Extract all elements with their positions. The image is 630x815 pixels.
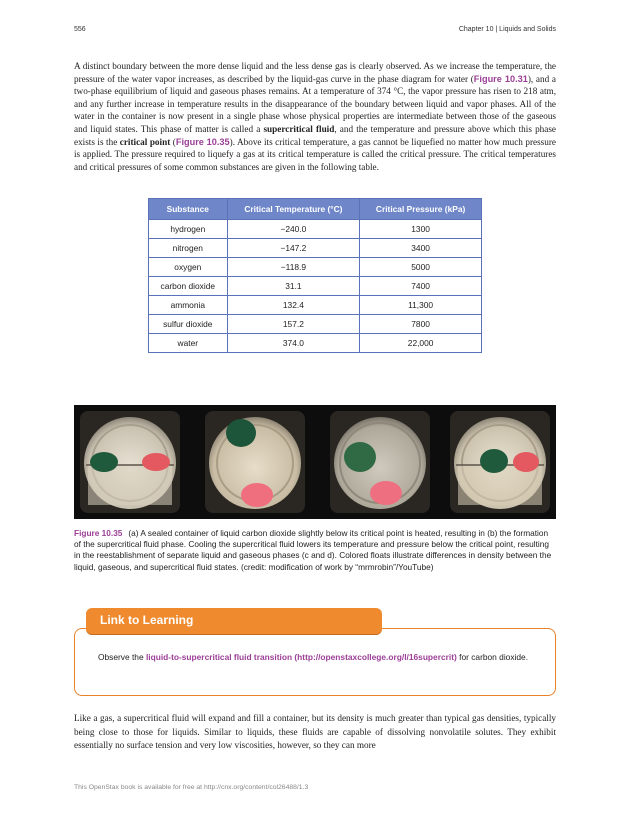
- supercritical-co2-photo-strip: [74, 405, 556, 519]
- para-text: (: [170, 136, 176, 147]
- critical-values-table: [148, 198, 482, 353]
- table-cell: water: [149, 334, 228, 353]
- table-cell: −147.2: [227, 239, 360, 258]
- page-footer: This OpenStax book is available for free at http://cnx.org/content/col26488/1.3: [74, 784, 309, 791]
- column-header-critical-pressure: Critical Pressure (kPa): [360, 199, 482, 220]
- column-header-substance: Substance: [149, 199, 228, 220]
- table-cell: oxygen: [149, 258, 228, 277]
- term-supercritical-fluid: supercritical fluid: [263, 123, 335, 134]
- table-row: [149, 258, 482, 277]
- table-cell: 31.1: [227, 277, 360, 296]
- photo-panel-c: [330, 411, 430, 513]
- table-cell: 3400: [360, 239, 482, 258]
- table-cell: 157.2: [227, 315, 360, 334]
- table-cell: 11,300: [360, 296, 482, 315]
- para-text: ). Above its critical temperature, a gas cannot be liquefied no matter how much pressure is applied. The pressure required to liquefy a gas at its critical temperature is called the critical pressure. The critical temperatures and critical pressures of some common substances are given in the following table.: [74, 136, 556, 172]
- figure-10-35-link[interactable]: Figure 10.35: [175, 136, 230, 147]
- link-to-learning-title: Link to Learning: [100, 613, 194, 627]
- table-row: [149, 315, 482, 334]
- table-cell: 5000: [360, 258, 482, 277]
- term-critical-point: critical point: [119, 136, 171, 147]
- intro-paragraph: [74, 60, 556, 173]
- table-cell: 132.4: [227, 296, 360, 315]
- chapter-header: Chapter 10 | Liquids and Solids: [458, 26, 556, 33]
- table-cell: carbon dioxide: [149, 277, 228, 296]
- table-cell: 7800: [360, 315, 482, 334]
- table-row: [149, 296, 482, 315]
- table-cell: ammonia: [149, 296, 228, 315]
- table-cell: 374.0: [227, 334, 360, 353]
- table-cell: sulfur dioxide: [149, 315, 228, 334]
- table-row: [149, 220, 482, 239]
- table-cell: nitrogen: [149, 239, 228, 258]
- para-text: ), and a two-phase equilibrium of liquid and gaseous phases remains. At a temperature of 374 °C, the vapor pressure has risen to 218 atm, and any further increase in temperature results in the disappearance of the boundary between liquid and vapor phases. All of the water in the container is now present in a single phase whose physical properties are intermediate between those of the gaseous and liquid states. This phase of matter is called a: [74, 73, 556, 134]
- table-cell: 22,000: [360, 334, 482, 353]
- table-cell: 1300: [360, 220, 482, 239]
- table-cell: 7400: [360, 277, 482, 296]
- figure-caption-text: (a) A sealed container of liquid carbon dioxide slightly below its critical point is heated, resulting in (b) the formation of the supercritical fluid phase. Cooling the supercritical fluid lowers its temperature and pressure below the critical point, resulting in the reestablishment of separate liquid and gaseous phases (c and d). Colored floats illustrate differences in density between the liquid, gaseous, and supercritical fluid states. (credit: modification of work by “mrmrobin”/YouTube): [74, 528, 552, 572]
- table-cell: −240.0: [227, 220, 360, 239]
- figure-10-31-link[interactable]: Figure 10.31: [473, 73, 528, 84]
- figure-caption: [74, 528, 556, 573]
- supercritical-paragraph: Like a gas, a supercritical fluid will expand and fill a container, but its density is much greater than typical gas densities, typically being close to those for liquids. Similar to liquids, these fluids are capable of dissolving nonvolatile solutes. They exhibit essentially no surface tension and very low viscosities, however, so they can more: [74, 713, 556, 750]
- page-number: 556: [74, 26, 86, 33]
- link-to-learning-text: [98, 651, 538, 663]
- photo-panel-a: [80, 411, 180, 513]
- column-header-critical-temperature: Critical Temperature (°C): [227, 199, 360, 220]
- para-text: , and the temperature and pressure above which this phase exists is the: [74, 123, 556, 147]
- photo-panel-d: [450, 411, 550, 513]
- table-row: [149, 239, 482, 258]
- ltl-text-end: for carbon dioxide.: [456, 652, 529, 662]
- table-cell: −118.9: [227, 258, 360, 277]
- para-text: A distinct boundary between the more dense liquid and the less dense gas is clearly observed. As we increase the temperature, the pressure of the water vapor increases, as described by the liquid-gas curve in the phase diagram for water (: [74, 61, 556, 84]
- table-row: [149, 277, 482, 296]
- table-header-row: [149, 199, 482, 220]
- table-cell: hydrogen: [149, 220, 228, 239]
- ltl-text-start: Observe the: [98, 652, 146, 662]
- figure-label: Figure 10.35: [74, 528, 123, 538]
- photo-panel-b: [205, 411, 305, 513]
- link-to-learning-header: [86, 608, 382, 634]
- table-row: [149, 334, 482, 353]
- supercritical-transition-link[interactable]: liquid-to-supercritical fluid transition (http://openstaxcollege.org/l/16supercrit): [145, 652, 457, 662]
